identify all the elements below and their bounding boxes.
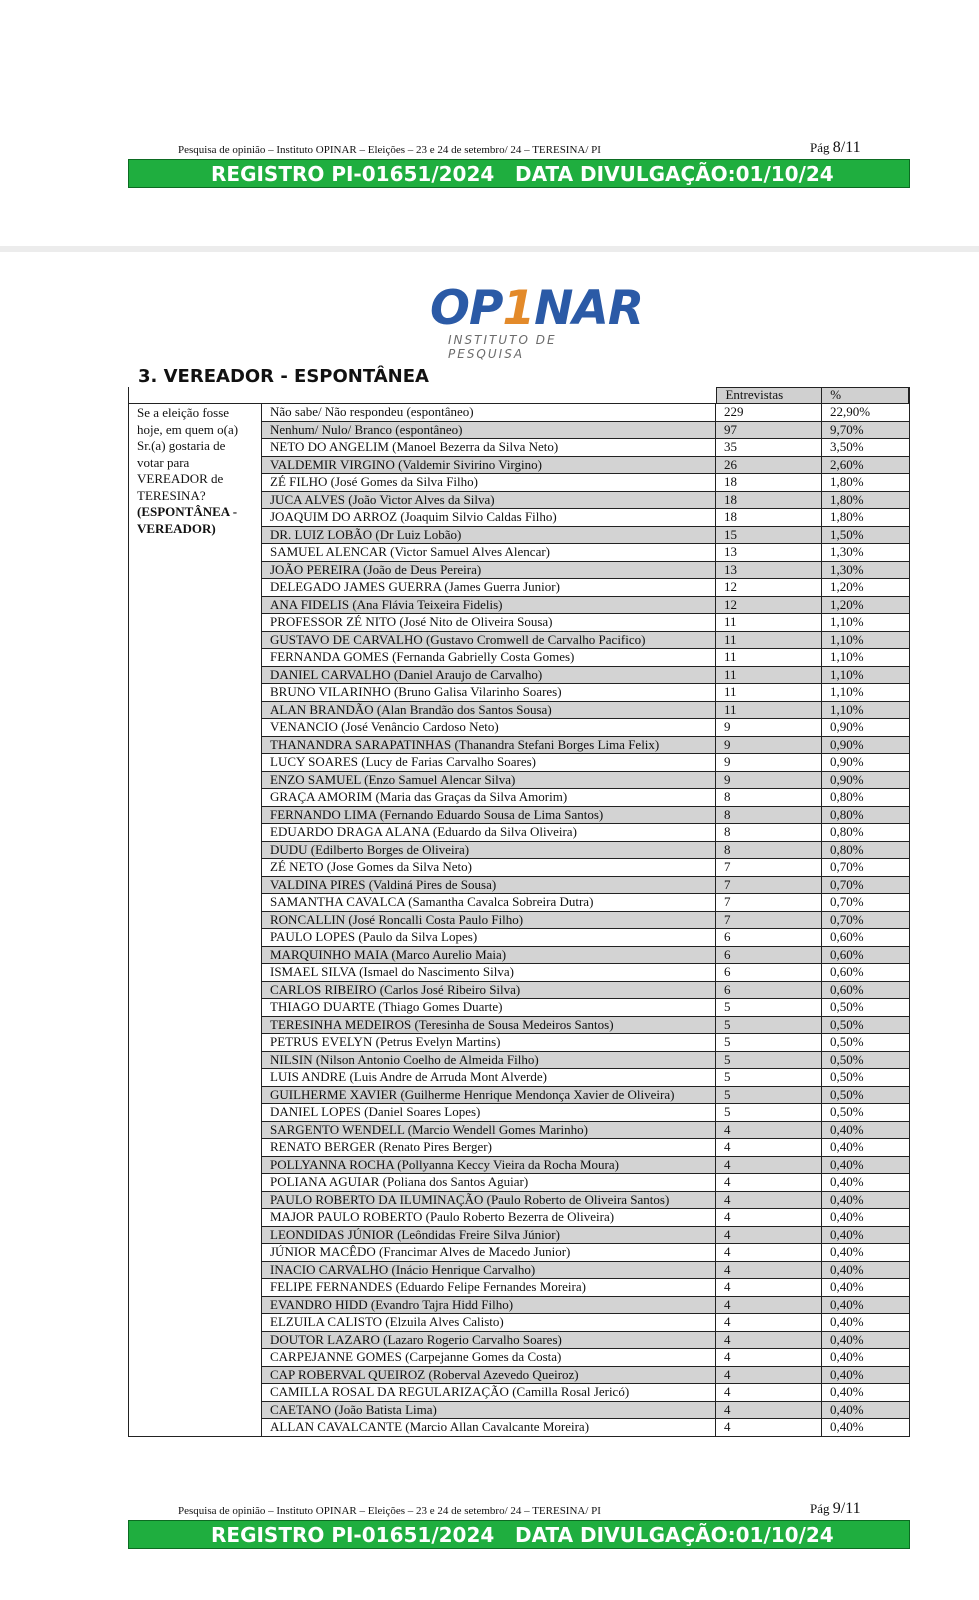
- page-number-value: 8/11: [832, 139, 861, 156]
- registro-banner: [128, 159, 910, 188]
- table-row: [261, 806, 909, 824]
- candidate-name: POLLYANNA ROCHA (Pollyanna Keccy Vieira da Rocha Moura): [261, 1157, 716, 1174]
- table-row: [261, 561, 909, 579]
- percent-value: 0,40%: [830, 1139, 864, 1154]
- percent-value: 0,90%: [830, 736, 864, 752]
- percent-value: 0,40%: [830, 1314, 864, 1329]
- percent-value: 0,50%: [830, 1086, 864, 1102]
- candidate-name: FERNANDA GOMES (Fernanda Gabrielly Costa Gomes): [261, 649, 716, 666]
- candidate-name: RENATO BERGER (Renato Pires Berger): [261, 1139, 716, 1156]
- entrevistas-value: 7: [716, 859, 822, 876]
- entrevistas-value: 13: [716, 562, 822, 579]
- percent-value: 0,40%: [830, 1384, 864, 1399]
- table-row: [261, 1068, 909, 1086]
- entrevistas-value: 4: [716, 1314, 822, 1331]
- percent-value: 0,40%: [830, 1244, 864, 1259]
- table-row: [261, 403, 909, 421]
- page-number-prefix: Pág: [810, 1501, 830, 1516]
- candidate-name: ENZO SAMUEL (Enzo Samuel Alencar Silva): [261, 772, 716, 789]
- percent-value: 1,50%: [830, 526, 864, 542]
- question-line-bold: (ESPONTÂNEA -: [137, 504, 238, 519]
- percent-value: 0,90%: [830, 719, 864, 734]
- percent-value: 1,10%: [830, 631, 864, 647]
- candidate-name: LUIS ANDRE (Luis Andre de Arruda Mont Alverde): [261, 1069, 716, 1086]
- percent-value: 1,20%: [830, 579, 864, 594]
- candidate-name: PROFESSOR ZÉ NITO (José Nito de Oliveira Sousa): [261, 614, 716, 631]
- table-row: [261, 1313, 909, 1331]
- entrevistas-value: 11: [716, 667, 822, 684]
- entrevistas-value: 7: [716, 877, 822, 894]
- entrevistas-value: 11: [716, 632, 822, 649]
- candidate-name: VALDINA PIRES (Valdiná Pires de Sousa): [261, 877, 716, 894]
- percent-value: 1,30%: [830, 544, 864, 559]
- candidate-name: SARGENTO WENDELL (Marcio Wendell Gomes Marinho): [261, 1122, 716, 1139]
- table-row: [261, 1366, 909, 1384]
- percent-value: 0,50%: [830, 1051, 864, 1067]
- table-row: [261, 823, 909, 841]
- entrevistas-value: 5: [716, 1087, 822, 1104]
- entrevistas-value: 9: [716, 719, 822, 736]
- question-line: Sr.(a) gostaria de: [137, 438, 226, 453]
- percent-value: 0,40%: [830, 1296, 864, 1312]
- opinar-logo: [430, 281, 644, 361]
- percent-value: 0,50%: [830, 1034, 864, 1049]
- table-row: [261, 578, 909, 596]
- candidate-name: DR. LUIZ LOBÃO (Dr Luiz Lobão): [261, 527, 716, 544]
- candidate-name: PETRUS EVELYN (Petrus Evelyn Martins): [261, 1034, 716, 1051]
- page-header-text-bottom: Pesquisa de opinião – Instituto OPINAR – Eleições – 23 e 24 de setembro/ 24 – TERESINA/ PI: [178, 1505, 601, 1517]
- entrevistas-value: 5: [716, 999, 822, 1016]
- candidate-name: VALDEMIR VIRGINO (Valdemir Sivirino Virgino): [261, 457, 716, 474]
- table-row: [261, 438, 909, 456]
- table-row: [261, 526, 909, 544]
- candidate-name: DOUTOR LAZARO (Lazaro Rogerio Carvalho Soares): [261, 1332, 716, 1349]
- entrevistas-value: 4: [716, 1227, 822, 1244]
- table-row: [261, 1138, 909, 1156]
- table-row: [261, 1191, 909, 1209]
- divulgacao-text: DATA DIVULGAÇÃO:01/10/24: [515, 1523, 834, 1547]
- entrevistas-value: 11: [716, 649, 822, 666]
- table-row: [261, 1331, 909, 1349]
- table-row: [261, 491, 909, 509]
- entrevistas-value: 4: [716, 1367, 822, 1384]
- candidate-name: THIAGO DUARTE (Thiago Gomes Duarte): [261, 999, 716, 1016]
- column-header-entrevistas: Entrevistas: [716, 387, 822, 403]
- candidate-name: POLIANA AGUIAR (Poliana dos Santos Aguiar): [261, 1174, 716, 1191]
- question-line: votar para: [137, 454, 190, 470]
- table-row: [261, 613, 909, 631]
- table-row: [261, 666, 909, 684]
- entrevistas-value: 4: [716, 1174, 822, 1191]
- candidate-name: LEONDIDAS JÚNIOR (Leôndidas Freire Silva Júnior): [261, 1227, 716, 1244]
- table-row: [261, 718, 909, 736]
- percent-value: 0,40%: [830, 1209, 864, 1224]
- table-row: [261, 911, 909, 929]
- table-row: [261, 596, 909, 614]
- table-row: [261, 1278, 909, 1296]
- table-row: [261, 1418, 909, 1436]
- percent-value: 0,80%: [830, 789, 864, 804]
- table-row: [261, 1348, 909, 1366]
- candidate-name: DANIEL CARVALHO (Daniel Araujo de Carvalho): [261, 667, 716, 684]
- percent-value: 0,40%: [830, 1226, 864, 1242]
- percent-value: 1,80%: [830, 491, 864, 507]
- table-row: [261, 508, 909, 526]
- entrevistas-value: 35: [716, 439, 822, 456]
- candidate-name: Não sabe/ Não respondeu (espontâneo): [261, 404, 716, 421]
- candidate-name: PAULO ROBERTO DA ILUMINAÇÃO (Paulo Roberto de Oliveira Santos): [261, 1192, 716, 1209]
- candidate-name: RONCALLIN (José Roncalli Costa Paulo Filho): [261, 912, 716, 929]
- percent-value: 0,60%: [830, 929, 864, 944]
- candidate-name: TERESINHA MEDEIROS (Teresinha de Sousa Medeiros Santos): [261, 1017, 716, 1034]
- registro-banner-bottom: [128, 1520, 910, 1549]
- percent-value: 0,80%: [830, 824, 864, 839]
- entrevistas-value: 6: [716, 982, 822, 999]
- candidate-name: PAULO LOPES (Paulo da Silva Lopes): [261, 929, 716, 946]
- candidate-name: ELZUILA CALISTO (Elzuila Alves Calisto): [261, 1314, 716, 1331]
- percent-value: 0,40%: [830, 1331, 864, 1347]
- candidate-name: LUCY SOARES (Lucy de Farias Carvalho Soares): [261, 754, 716, 771]
- entrevistas-value: 5: [716, 1017, 822, 1034]
- percent-value: 1,10%: [830, 666, 864, 682]
- entrevistas-value: 6: [716, 947, 822, 964]
- divulgacao-text: DATA DIVULGAÇÃO:01/10/24: [515, 162, 834, 186]
- percent-value: 0,60%: [830, 946, 864, 962]
- candidate-name: Nenhum/ Nulo/ Branco (espontâneo): [261, 422, 716, 439]
- candidate-name: ZÉ FILHO (José Gomes da Silva Filho): [261, 474, 716, 491]
- table-row: [261, 473, 909, 491]
- table-row: [261, 683, 909, 701]
- candidate-name: FERNANDO LIMA (Fernando Eduardo Sousa de Lima Santos): [261, 807, 716, 824]
- entrevistas-value: 4: [716, 1349, 822, 1366]
- table-row: [261, 456, 909, 474]
- candidate-name: JOÃO PEREIRA (João de Deus Pereira): [261, 562, 716, 579]
- entrevistas-value: 13: [716, 544, 822, 561]
- entrevistas-value: 4: [716, 1244, 822, 1261]
- entrevistas-value: 26: [716, 457, 822, 474]
- percent-value: 0,80%: [830, 806, 864, 822]
- percent-value: 1,80%: [830, 509, 864, 524]
- candidate-name: GRAÇA AMORIM (Maria das Graças da Silva Amorim): [261, 789, 716, 806]
- table-row: [261, 1086, 909, 1104]
- table-row: [261, 1121, 909, 1139]
- table-row: [261, 788, 909, 806]
- table-row: [261, 998, 909, 1016]
- table-row: [261, 1103, 909, 1121]
- entrevistas-value: 8: [716, 807, 822, 824]
- percent-value: 0,40%: [830, 1419, 864, 1434]
- question-cell: [129, 403, 261, 1436]
- table-row: [261, 421, 909, 439]
- table-header: [129, 387, 909, 403]
- candidate-name: SAMANTHA CAVALCA (Samantha Cavalca Sobreira Dutra): [261, 894, 716, 911]
- registro-text: REGISTRO PI-01651/2024: [211, 1523, 495, 1547]
- candidate-name: SAMUEL ALENCAR (Victor Samuel Alves Alencar): [261, 544, 716, 561]
- percent-value: 1,30%: [830, 561, 864, 577]
- percent-value: 0,40%: [830, 1279, 864, 1294]
- percent-value: 9,70%: [830, 421, 864, 437]
- candidate-name: GUSTAVO DE CARVALHO (Gustavo Cromwell de Carvalho Pacifico): [261, 632, 716, 649]
- percent-value: 0,40%: [830, 1401, 864, 1417]
- entrevistas-value: 4: [716, 1402, 822, 1419]
- candidate-name: JÚNIOR MACÊDO (Francimar Alves de Macedo Junior): [261, 1244, 716, 1261]
- entrevistas-value: 4: [716, 1157, 822, 1174]
- section-title: 3. VEREADOR - ESPONTÂNEA: [138, 366, 429, 387]
- page-number: [810, 139, 861, 157]
- candidate-name: DELEGADO JAMES GUERRA (James Guerra Junior): [261, 579, 716, 596]
- entrevistas-value: 9: [716, 754, 822, 771]
- table-row: [261, 928, 909, 946]
- entrevistas-value: 7: [716, 912, 822, 929]
- percent-value: 0,70%: [830, 876, 864, 892]
- table-row: [261, 736, 909, 754]
- candidate-name: ALAN BRANDÃO (Alan Brandão dos Santos Sousa): [261, 702, 716, 719]
- percent-value: 0,40%: [830, 1156, 864, 1172]
- question-line: hoje, em quem o(a): [137, 421, 239, 437]
- entrevistas-value: 5: [716, 1034, 822, 1051]
- entrevistas-value: 4: [716, 1139, 822, 1156]
- question-line-bold: VEREADOR): [137, 520, 216, 536]
- candidate-name: NILSIN (Nilson Antonio Coelho de Almeida Filho): [261, 1052, 716, 1069]
- table-row: [261, 771, 909, 789]
- percent-value: 0,40%: [830, 1174, 864, 1189]
- table-row: [261, 701, 909, 719]
- entrevistas-value: 18: [716, 474, 822, 491]
- candidate-name: FELIPE FERNANDES (Eduardo Felipe Fernandes Moreira): [261, 1279, 716, 1296]
- page-separator: [0, 246, 979, 252]
- entrevistas-value: 4: [716, 1279, 822, 1296]
- percent-value: 0,50%: [830, 1104, 864, 1119]
- entrevistas-value: 5: [716, 1104, 822, 1121]
- candidate-name: EDUARDO DRAGA ALANA (Eduardo da Silva Oliveira): [261, 824, 716, 841]
- candidate-name: CARLOS RIBEIRO (Carlos José Ribeiro Silva): [261, 982, 716, 999]
- percent-value: 1,10%: [830, 614, 864, 629]
- table-row: [261, 1016, 909, 1034]
- table-row: [261, 631, 909, 649]
- entrevistas-value: 12: [716, 579, 822, 596]
- percent-value: 0,90%: [830, 771, 864, 787]
- table-row: [261, 981, 909, 999]
- percent-value: 0,40%: [830, 1349, 864, 1364]
- percent-value: 0,70%: [830, 894, 864, 909]
- table-row: [261, 1033, 909, 1051]
- percent-value: 0,80%: [830, 841, 864, 857]
- candidate-name: GUILHERME XAVIER (Guilherme Henrique Mendonça Xavier de Oliveira): [261, 1087, 716, 1104]
- table-row: [261, 1173, 909, 1191]
- table-row: [261, 858, 909, 876]
- candidate-name: INACIO CARVALHO (Inácio Henrique Carvalho): [261, 1262, 716, 1279]
- question-line: TERESINA?: [137, 487, 206, 503]
- table-row: [261, 1226, 909, 1244]
- entrevistas-value: 11: [716, 614, 822, 631]
- percent-value: 0,40%: [830, 1121, 864, 1137]
- percent-value: 1,20%: [830, 596, 864, 612]
- percent-value: 1,10%: [830, 684, 864, 699]
- table-row: [261, 893, 909, 911]
- entrevistas-value: 4: [716, 1384, 822, 1401]
- entrevistas-value: 4: [716, 1192, 822, 1209]
- results-table: [128, 387, 910, 1437]
- percent-value: 0,50%: [830, 1016, 864, 1032]
- table-row: [261, 1383, 909, 1401]
- percent-value: 1,10%: [830, 701, 864, 717]
- entrevistas-value: 15: [716, 527, 822, 544]
- question-line: VEREADOR de: [137, 471, 224, 486]
- entrevistas-value: 8: [716, 824, 822, 841]
- candidate-name: NETO DO ANGELIM (Manoel Bezerra da Silva Neto): [261, 439, 716, 456]
- candidate-name: CAETANO (João Batista Lima): [261, 1402, 716, 1419]
- entrevistas-value: 4: [716, 1419, 822, 1436]
- table-row: [261, 543, 909, 561]
- candidate-name: BRUNO VILARINHO (Bruno Galisa Vilarinho Soares): [261, 684, 716, 701]
- entrevistas-value: 18: [716, 492, 822, 509]
- candidate-name: VENANCIO (José Venâncio Cardoso Neto): [261, 719, 716, 736]
- table-row: [261, 753, 909, 771]
- table-row: [261, 648, 909, 666]
- candidate-name: MAJOR PAULO ROBERTO (Paulo Roberto Bezerra de Oliveira): [261, 1209, 716, 1226]
- candidate-name: CAP ROBERVAL QUEIROZ (Roberval Azevedo Queiroz): [261, 1367, 716, 1384]
- percent-value: 0,70%: [830, 859, 864, 874]
- table-row: [261, 1401, 909, 1419]
- candidate-name: MARQUINHO MAIA (Marco Aurelio Maia): [261, 947, 716, 964]
- entrevistas-value: 9: [716, 737, 822, 754]
- entrevistas-value: 12: [716, 597, 822, 614]
- registro-text: REGISTRO PI-01651/2024: [211, 162, 495, 186]
- percent-value: 0,50%: [830, 999, 864, 1014]
- table-row: [261, 1208, 909, 1226]
- percent-value: 0,70%: [830, 911, 864, 927]
- page-number-value: 9/11: [832, 1500, 861, 1517]
- table-row: [261, 963, 909, 981]
- table-row: [261, 946, 909, 964]
- logo-wordmark: OP1NAR: [430, 281, 644, 336]
- column-header-pct: %: [822, 387, 909, 403]
- table-row: [261, 1051, 909, 1069]
- entrevistas-value: 5: [716, 1069, 822, 1086]
- percent-value: 0,60%: [830, 964, 864, 979]
- candidate-name: DUDU (Edilberto Borges de Oliveira): [261, 842, 716, 859]
- entrevistas-value: 5: [716, 1052, 822, 1069]
- table-row: [261, 876, 909, 894]
- entrevistas-value: 6: [716, 929, 822, 946]
- percent-value: 0,40%: [830, 1261, 864, 1277]
- page-number-prefix: Pág: [810, 140, 830, 155]
- percent-value: 0,40%: [830, 1191, 864, 1207]
- table-row: [261, 841, 909, 859]
- percent-value: 2,60%: [830, 456, 864, 472]
- candidate-name: ALLAN CAVALCANTE (Marcio Allan Cavalcante Moreira): [261, 1419, 716, 1436]
- entrevistas-value: 8: [716, 842, 822, 859]
- logo-subtitle: INSTITUTO DE PESQUISA: [448, 333, 557, 361]
- percent-value: 1,10%: [830, 649, 864, 664]
- candidate-name: CAMILLA ROSAL DA REGULARIZAÇÃO (Camilla Rosal Jericó): [261, 1384, 716, 1401]
- candidate-name: DANIEL LOPES (Daniel Soares Lopes): [261, 1104, 716, 1121]
- percent-value: 0,90%: [830, 754, 864, 769]
- page-header-text: Pesquisa de opinião – Instituto OPINAR – Eleições – 23 e 24 de setembro/ 24 – TERESINA/ PI: [178, 144, 601, 156]
- candidate-name: ANA FIDELIS (Ana Flávia Teixeira Fidelis): [261, 597, 716, 614]
- table-row: [261, 1156, 909, 1174]
- entrevistas-value: 4: [716, 1297, 822, 1314]
- page-number-bottom: [810, 1500, 861, 1518]
- entrevistas-value: 9: [716, 772, 822, 789]
- table-row: [261, 1296, 909, 1314]
- candidate-name: JOAQUIM DO ARROZ (Joaquim Silvio Caldas Filho): [261, 509, 716, 526]
- percent-value: 0,50%: [830, 1069, 864, 1084]
- entrevistas-value: 11: [716, 702, 822, 719]
- entrevistas-value: 11: [716, 684, 822, 701]
- question-line: Se a eleição fosse: [137, 405, 230, 420]
- entrevistas-value: 4: [716, 1122, 822, 1139]
- entrevistas-value: 4: [716, 1332, 822, 1349]
- entrevistas-value: 7: [716, 894, 822, 911]
- candidate-name: EVANDRO HIDD (Evandro Tajra Hidd Filho): [261, 1297, 716, 1314]
- entrevistas-value: 229: [716, 404, 822, 421]
- percent-value: 22,90%: [830, 404, 871, 419]
- candidate-name: ISMAEL SILVA (Ismael do Nascimento Silva): [261, 964, 716, 981]
- entrevistas-value: 4: [716, 1262, 822, 1279]
- candidate-name: JUCA ALVES (João Victor Alves da Silva): [261, 492, 716, 509]
- percent-value: 0,40%: [830, 1366, 864, 1382]
- candidate-name: ZÉ NETO (Jose Gomes da Silva Neto): [261, 859, 716, 876]
- table-row: [261, 1261, 909, 1279]
- table-rows: [261, 403, 909, 1436]
- percent-value: 0,60%: [830, 981, 864, 997]
- candidate-name: THANANDRA SARAPATINHAS (Thanandra Stefani Borges Lima Felix): [261, 737, 716, 754]
- entrevistas-value: 6: [716, 964, 822, 981]
- entrevistas-value: 8: [716, 789, 822, 806]
- candidate-name: CARPEJANNE GOMES (Carpejanne Gomes da Costa): [261, 1349, 716, 1366]
- entrevistas-value: 4: [716, 1209, 822, 1226]
- table-row: [261, 1243, 909, 1261]
- percent-value: 3,50%: [830, 439, 864, 454]
- entrevistas-value: 18: [716, 509, 822, 526]
- entrevistas-value: 97: [716, 422, 822, 439]
- percent-value: 1,80%: [830, 474, 864, 489]
